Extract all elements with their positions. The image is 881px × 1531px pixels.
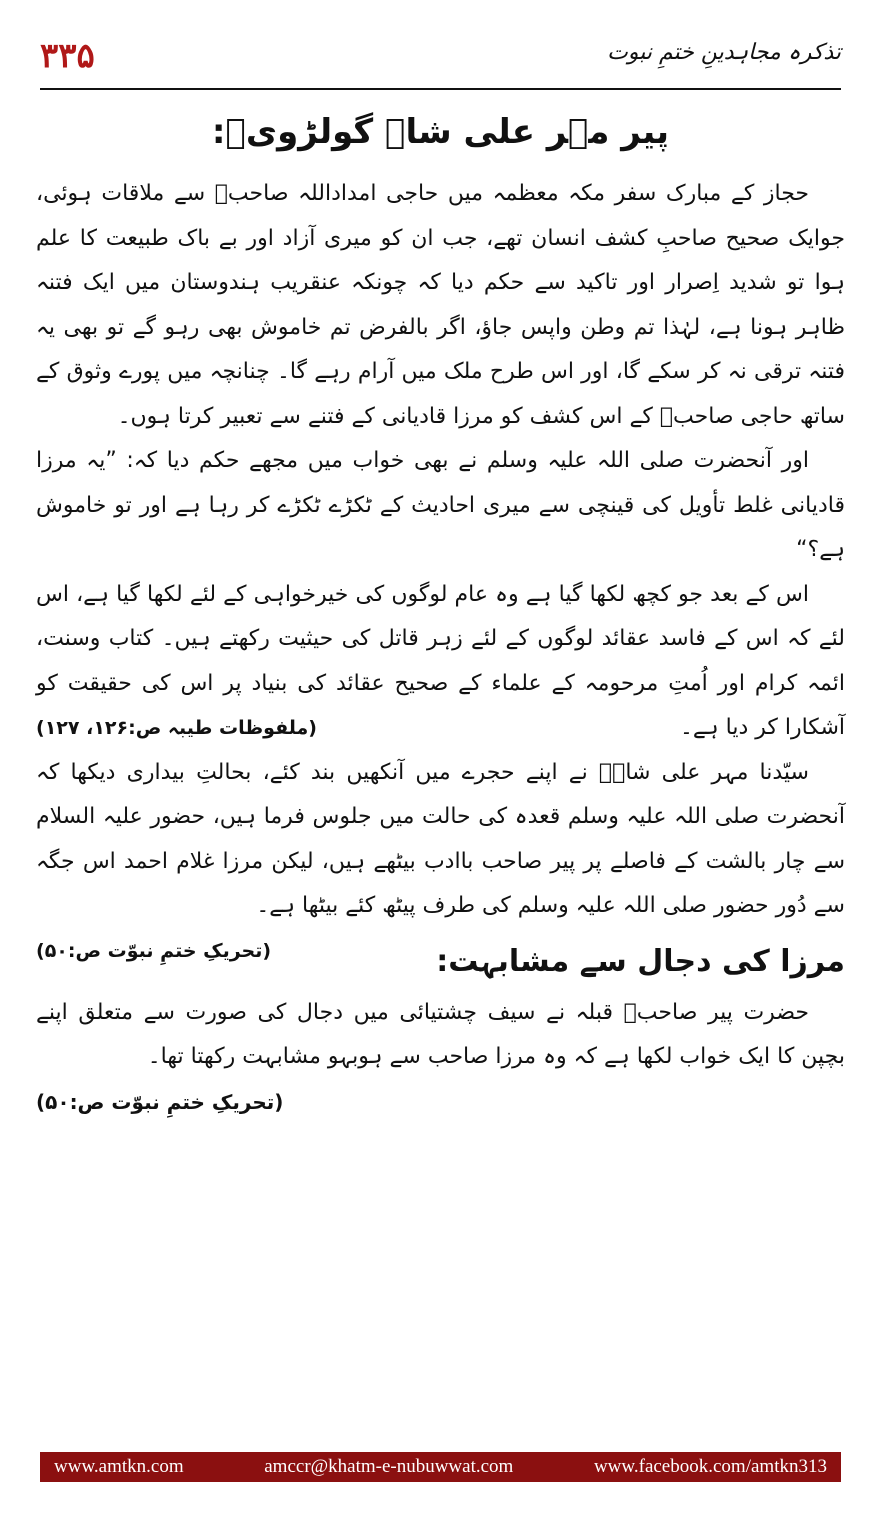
citation-malfuzat: (ملفوظات طیبہ ص:۱۲۶، ۱۲۷)	[36, 717, 317, 739]
section-heading-dajjal-resemblance: مرزا کی دجال سے مشابہت:	[436, 943, 845, 979]
footer-facebook-link[interactable]: www.facebook.com/amtkn313	[593, 1456, 827, 1477]
page-header	[40, 30, 841, 90]
paragraph-hajj-meeting: حجاز کے مبارک سفر مکہ معظمہ میں حاجی امداداللہ صاحبؒ سے ملاقات ہوئی، جوایک صحیح صاحبِ کشف انسان تھے، جب ان کو میری آزاد اور بے باک طبیعت کا علم ہوا تو شدید اِصرار اور تاکید سے حکم دیا کہ چونکہ عنقریب ہندوستان میں ایک فتنہ ظاہر ہونا ہے، لہٰذا تم وطن واپس جاؤ، اگر بالفرض تم خاموش بھی رہو گے تو بھی یہ فتنہ ترقی نہ کر سکے گا، اور اس طرح ملک میں آرام رہے گا۔ چنانچہ میں پورے وثوق کے ساتھ حاجی صاحبؒ کے اس کشف کو مرزا قادیانی کے فتنے سے تعبیر کرتا ہوں۔	[36, 181, 845, 429]
paragraph-dream-command: اور آنحضرت صلی اللہ علیہ وسلم نے بھی خواب میں مجھے حکم دیا کہ: ”یہ مرزا قادیانی غلط تأویل کی قینچی سے میری احادیث کے ٹکڑے ٹکڑے کر رہا ہے اور تو خاموش ہے؟“	[36, 448, 845, 562]
section-heading-pir-mehr-ali-shah: پیر مہر علی شاہ گولڑویؒ:	[211, 112, 670, 152]
footer-email-link[interactable]: amccr@khatm-e-nubuwwat.com	[264, 1456, 514, 1477]
footer-website-link[interactable]: www.amtkn.com	[54, 1456, 184, 1477]
footer-bar	[40, 1452, 841, 1482]
page-number: ۳۳۵	[40, 36, 95, 76]
citation-tehreek-1: (تحریکِ ختمِ نبوّت ص:۵۰)	[36, 939, 272, 962]
book-title: تذکرہ مجاہدینِ ختمِ نبوت	[607, 40, 841, 65]
paragraph-purpose	[36, 573, 845, 751]
paragraph-vision-text: سیّدنا مہر علی شاہؒ نے اپنے حجرے میں آنکھیں بند کئے، بحالتِ بیداری دیکھا کہ آنحضرت صلی اللہ علیہ وسلم قعدہ کی حالت میں جلوس فرما ہیں، حضور علیہ السلام سے چار بالشت کے فاصلے پر پیر صاحب باادب بیٹھے ہیں، لیکن مرزا غلام احمد اس جگہ سے دُور حضور صلی اللہ علیہ وسلم کی طرف پیٹھ کئے بیٹھا ہے۔	[36, 759, 845, 918]
paragraph-childhood-dream: حضرت پیر صاحبؒ قبلہ نے سیف چشتیائی میں دجال کی صورت سے متعلق اپنے بچپن کا ایک خواب لکھا ہے کہ وہ مرزا صاحب سے ہوبہو مشابہت رکھتا تھا۔	[36, 999, 845, 1069]
page-content	[36, 100, 845, 1124]
citation-tehreek-2: (تحریکِ ختمِ نبوّت ص:۵۰)	[36, 1089, 284, 1114]
paragraph-purpose-text: اس کے بعد جو کچھ لکھا گیا ہے وہ عام لوگوں کی خیرخواہی کے لئے لکھا گیا ہے، اس لئے کہ اس کے فاسد عقائد لوگوں کے لئے زہر قاتل کی حیثیت رکھتے ہیں۔ کتاب وسنت، ائمہ کرام اور اُمتِ مرحومہ کے علماء کے صحیح عقائد کی بنیاد پر اس کی حقیقت کو آشکارا کر دیا ہے۔	[36, 581, 845, 740]
